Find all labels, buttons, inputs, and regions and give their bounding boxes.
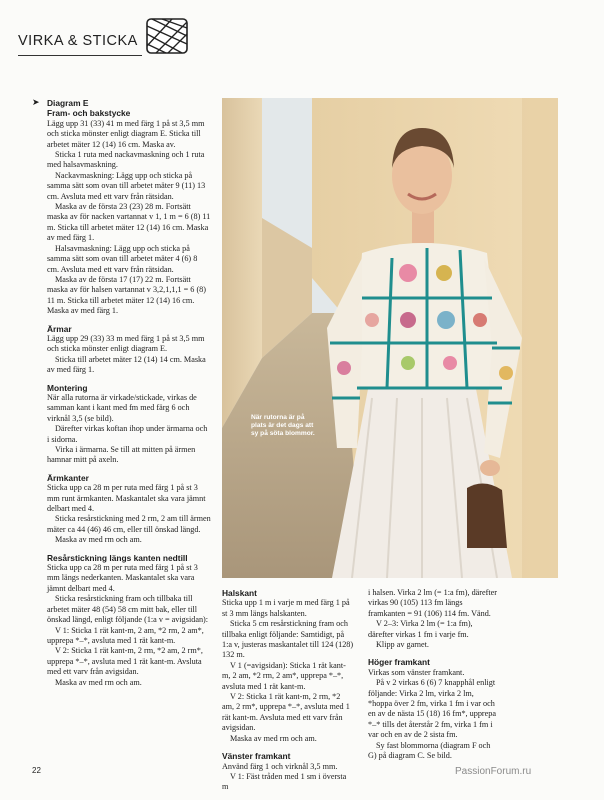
text-paragraph: Virkas som vänster framkant. [368, 667, 465, 677]
text-paragraph: Därefter virkas koftan ihop under ärmarna och i sidorna. [47, 424, 208, 444]
heading-cuffs: Ärmkanter [47, 472, 89, 483]
text-paragraph: Sticka upp ca 28 m per ruta med färg 1 på st 3 mm runt ärmkanten. Maskantalet ska vara jämnt delbart med 4. [47, 483, 206, 514]
yarn-skein-icon [142, 14, 192, 58]
column-right [368, 588, 498, 762]
diagram-label: Diagram E [47, 98, 89, 108]
text-paragraph: Klipp av garnet. [376, 640, 429, 650]
heading-neck-edge: Halskant [222, 588, 257, 598]
text-paragraph: Maska av de första 23 (23) 28 m. Fortsätt maska av för nacken vartannat v 1, 1 m = 6 (8) 11 m. Sticka till arbetet mäter 12 (14) 16 cm. Maska av med färg 1. [47, 202, 211, 243]
text-paragraph: Använd färg 1 och virknål 3,5 mm. [222, 761, 338, 771]
text-paragraph: Sticka upp ca 28 m per ruta med färg 1 på st 3 mm längs nederkanten. Maskantalet ska vara jämnt delbart med 4. [47, 563, 198, 593]
text-paragraph: Sticka till arbetet mäter 12 (14) 14 cm. Maska av med färg 1. [47, 354, 206, 375]
photo-caption: När rutorna är på plats är det dags att sy på söta blommor. [251, 414, 315, 437]
text-paragraph: Sticka resårstickning fram och tillbaka till arbetet mäter 48 (54) 58 cm mitt bak, eller till önskad längd, enligt följande (1:a v = avigsidan): [47, 594, 209, 625]
heading-sleeves: Ärmar [47, 323, 72, 334]
text-paragraph: Maska av med rm och am. [55, 535, 142, 545]
heading-right-front-edge: Höger framkant [368, 657, 430, 668]
text-paragraph: Maska av de första 17 (17) 22 m. Fortsätt maska av för halsen vartannat v 3,2,1,1,1 = 6 (8) 11 m. Sticka till arbetet mäter 12 (14) 16 cm. Maska av med färg 1. [47, 274, 206, 316]
watermark: PassionForum.ru [455, 766, 532, 777]
column-left [47, 98, 211, 688]
text-paragraph: Maska av med rm och am. [230, 733, 317, 743]
model-photo [222, 98, 558, 578]
text-paragraph: V 2–3: Virka 2 lm (= 1:a fm), därefter virkas 1 fm i varje fm. [368, 619, 473, 639]
text-paragraph: Sticka upp 1 m i varje m med färg 1 på st 3 mm längs halskanten. [222, 598, 350, 618]
text-paragraph: i halsen. Virka 2 lm (= 1:a fm), därefter virkas 90 (105) 113 fm längs framkanten = 91 (106) 114 fm. Vänd. [368, 588, 498, 618]
text-paragraph: Sticka 5 cm resårstickning fram och tillbaka enligt följande: Samtidigt, på 1:a v, justeras maskantalet till 124 (128) 132 m. [222, 619, 354, 660]
header-rule [18, 55, 142, 56]
text-paragraph: Lägg upp 31 (33) 41 m med färg 1 på st 3,5 mm och sticka mönster enligt diagram E. Sticka till arbetet mäter 12 (14) 16 cm. Maska av. [47, 118, 205, 149]
section-title: VIRKA & STICKA [18, 33, 138, 49]
text-paragraph: V 1: Fäst tråden med 1 sm i översta m [222, 771, 347, 792]
text-paragraph: V 1 (=avigsidan): Sticka 1 rät kant-m, 2 am, *2 rm, 2 am*, upprepa *–*, avsluta med 1 rät kant-m. [222, 660, 346, 691]
text-paragraph: Sticka 1 ruta med nackavmaskning och 1 ruta med halsavmaskning. [47, 150, 205, 170]
heading-left-front-edge: Vänster framkant [222, 751, 291, 762]
text-paragraph: Maska av med rm och am. [55, 677, 142, 687]
column-middle [222, 588, 354, 793]
text-paragraph: Nackavmaskning: Lägg upp och sticka på samma sätt som ovan till arbetet mäter 9 (11) 13 cm. Avsluta med ett varv från rätsidan. [47, 170, 206, 201]
text-paragraph: Halsavmaskning: Lägg upp och sticka på samma sätt som ovan till arbetet mäter 4 (6) 8 cm. Avsluta med ett varv från rätsidan. [47, 243, 198, 274]
heading-front-back: Fram- och bakstycke [47, 108, 131, 119]
text-paragraph: V 2: Sticka 1 rät kant-m, 2 rm, *2 am, 2 rm*, upprepa *–*, avsluta med 1 rät kant-m. Avsluta med ett varv från avigsidan. [47, 646, 203, 677]
text-paragraph: Virka i ärmarna. Se till att mitten på ärmen hamnar mitt på axeln. [47, 445, 196, 465]
text-paragraph: På v 2 virkas 6 (6) 7 knapphål enligt följande: Virka 2 lm, virka 2 lm, *hoppa över 2 fm, virka 1 fm i var och en av de nästa 15 (18) 16 fm*, upprepa *–* tills det återstår 2 fm, virka 1 fm i var och en av de 2 sista fm. [368, 678, 497, 740]
page-number: 22 [32, 766, 41, 775]
text-paragraph: Lägg upp 29 (33) 33 m med färg 1 på st 3,5 mm och sticka mönster enligt diagram E. [47, 333, 205, 354]
text-paragraph: V 2: Sticka 1 rät kant-m, 2 rm, *2 am, 2 rm*, upprepa *–*, avsluta med 1 rät kant-m. Avsluta med ett varv från avigsidan. [222, 692, 350, 733]
heading-assembly: Montering [47, 382, 88, 393]
text-paragraph: Sticka resårstickning med 2 rm, 2 am till ärmen mäter ca 44 (46) 46 cm, eller till önskad längd. [47, 514, 211, 534]
section-arrow-icon: ➤ [32, 98, 40, 108]
text-paragraph: V 1: Sticka 1 rät kant-m, 2 am, *2 rm, 2 am*, upprepa *–*, avsluta med 1 rät kant-m. [47, 625, 204, 645]
text-paragraph: När alla rutorna är virkade/stickade, virkas de samman kant i kant med fm med färg 6 och virknål 3,5 (se bild). [47, 392, 197, 423]
text-paragraph: Sy fast blommorna (diagram F och G) på diagram C. Se bild. [368, 740, 491, 761]
heading-rib-edge: Resårstickning längs kanten nedtill [47, 552, 188, 563]
